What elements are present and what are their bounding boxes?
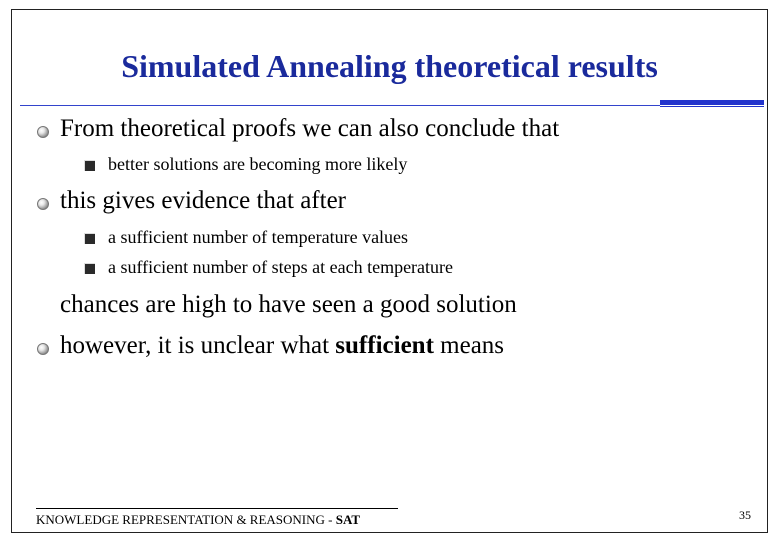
slide-title: Simulated Annealing theoretical results	[121, 48, 658, 84]
continuation-line: chances are high to have seen a good solution	[60, 291, 517, 318]
footer-rule	[36, 508, 398, 509]
footer-topic: SAT	[335, 512, 361, 527]
square-bullet-icon	[84, 263, 95, 274]
title-underline	[20, 105, 660, 106]
bullet-level1: this gives evidence that after	[60, 187, 346, 214]
bullet-level2: better solutions are becoming more likely	[108, 154, 408, 174]
round-bullet-icon	[37, 126, 49, 138]
bullet-level1	[60, 332, 504, 360]
bullet-level2: a sufficient number of steps at each temperature	[108, 257, 454, 277]
emphasis-text: sufficient	[335, 332, 434, 359]
title-underline-accent-thin	[660, 106, 764, 107]
bullet-text: however, it is unclear what	[60, 332, 336, 359]
title-underline-accent	[660, 100, 764, 105]
footer-course	[36, 512, 360, 528]
bullet-text: means	[433, 332, 505, 359]
square-bullet-icon	[84, 160, 95, 171]
bullet-level1: From theoretical proofs we can also conclude that	[60, 115, 560, 142]
round-bullet-icon	[37, 343, 49, 355]
footer-text: KNOWLEDGE REPRESENTATION & REASONING -	[36, 512, 336, 527]
bullet-level2: a sufficient number of temperature values	[108, 227, 409, 247]
square-bullet-icon	[84, 233, 95, 244]
page-number: 35	[739, 508, 751, 522]
round-bullet-icon	[37, 198, 49, 210]
slide	[11, 9, 768, 533]
